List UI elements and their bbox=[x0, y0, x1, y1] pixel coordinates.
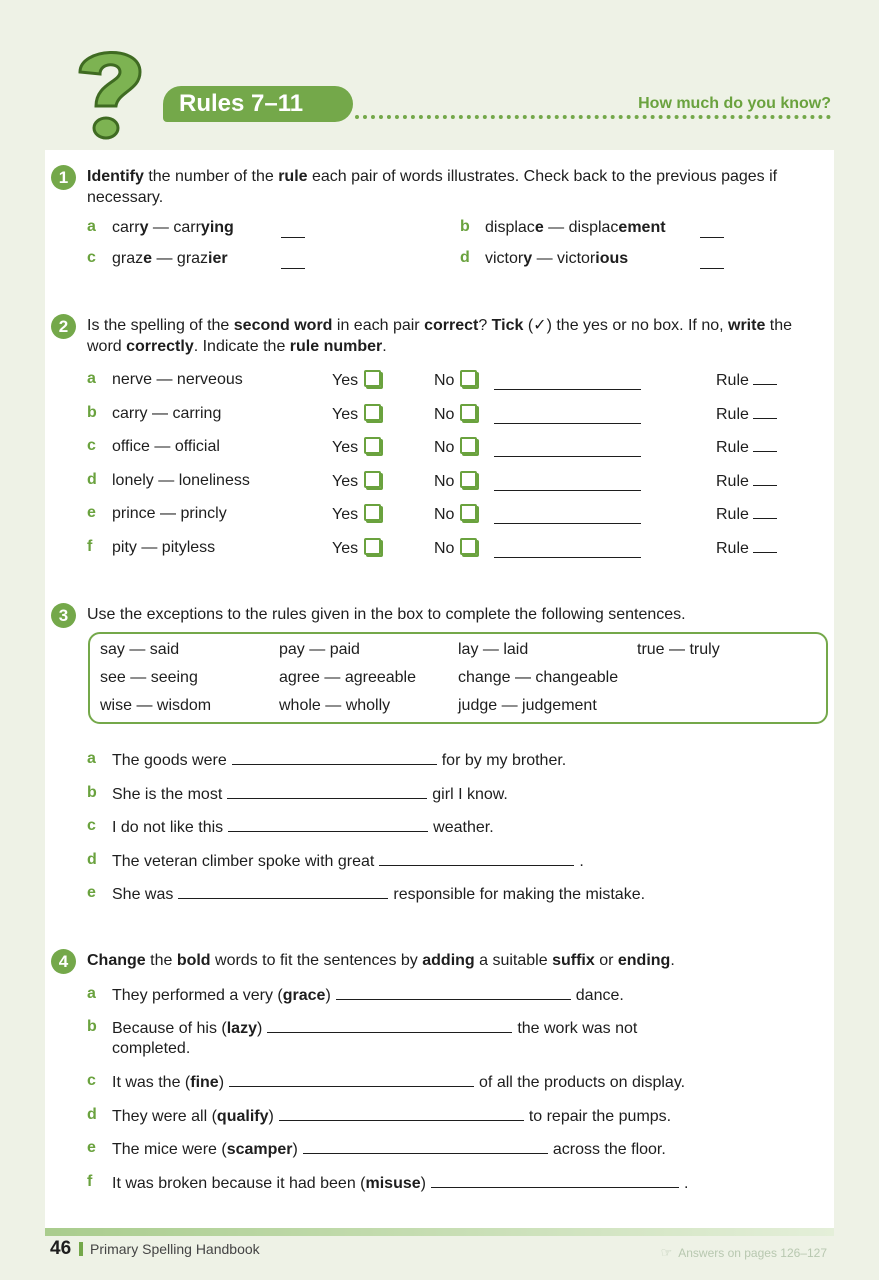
yes-checkbox[interactable] bbox=[364, 404, 381, 421]
pointing-hand-icon: ☞ bbox=[660, 1245, 673, 1260]
yes-label: Yes bbox=[332, 372, 359, 389]
no-option[interactable] bbox=[434, 437, 477, 458]
exception-pair: judge — judgement bbox=[458, 697, 597, 714]
instruction-text: ying bbox=[200, 219, 234, 236]
word-pair: lonely — loneliness bbox=[112, 471, 250, 489]
sentence-text: the work was not bbox=[517, 1020, 638, 1037]
yes-label: Yes bbox=[332, 506, 359, 523]
question-number: 1 bbox=[51, 165, 76, 190]
item-letter: d bbox=[460, 249, 470, 266]
question-mark-icon bbox=[70, 40, 150, 144]
answers-note bbox=[661, 1245, 827, 1261]
instruction-text: in each pair bbox=[332, 317, 425, 334]
no-checkbox[interactable] bbox=[460, 370, 477, 387]
sentence-text: across the floor. bbox=[552, 1141, 666, 1158]
item-letter: d bbox=[87, 1106, 97, 1123]
yes-option[interactable] bbox=[332, 504, 381, 525]
bold-word: grace bbox=[282, 987, 326, 1004]
correction-blank[interactable] bbox=[494, 543, 641, 558]
item-letter: e bbox=[87, 884, 96, 901]
instruction-text: — victor bbox=[532, 250, 596, 267]
answer-blank[interactable] bbox=[431, 1173, 679, 1188]
yes-label: Yes bbox=[332, 405, 359, 423]
sentence-text: The goods were bbox=[112, 752, 227, 769]
sentence-text: dance. bbox=[575, 987, 624, 1004]
instruction-text: ier bbox=[208, 250, 228, 267]
instruction-text: the bbox=[145, 952, 177, 969]
instruction-text: Tick bbox=[491, 317, 524, 334]
page-number: 46 bbox=[50, 1238, 72, 1259]
yes-option[interactable] bbox=[332, 370, 381, 391]
correction-blank[interactable] bbox=[494, 476, 641, 491]
instruction-text: (✓) the yes or no box. If no, bbox=[523, 317, 728, 334]
rule-field bbox=[716, 370, 777, 391]
rule-blank[interactable] bbox=[753, 404, 777, 419]
q3-instruction: Use the exceptions to the rules given in the box to complete the following sentences. bbox=[87, 606, 686, 623]
q4-instruction bbox=[87, 950, 827, 971]
no-label: No bbox=[434, 439, 455, 456]
item-letter: b bbox=[87, 403, 97, 421]
item-letter: a bbox=[87, 370, 96, 387]
q2-instruction bbox=[87, 315, 827, 357]
sentence-text: responsible for making the mistake. bbox=[393, 886, 646, 903]
no-option[interactable] bbox=[434, 471, 477, 492]
answer-blank[interactable] bbox=[379, 851, 574, 866]
no-option[interactable] bbox=[434, 370, 477, 391]
rule-field bbox=[716, 538, 777, 559]
exception-pair: see — seeing bbox=[100, 669, 198, 686]
word-pair bbox=[485, 249, 628, 269]
suffix-sentence bbox=[112, 985, 624, 1006]
item-letter: e bbox=[87, 1139, 96, 1156]
question-number: 4 bbox=[51, 949, 76, 974]
bold-word: lazy bbox=[226, 1020, 257, 1037]
rule-blank[interactable] bbox=[753, 504, 777, 519]
rule-label: Rule bbox=[716, 506, 749, 523]
instruction-text: e bbox=[534, 219, 544, 236]
instruction-text: e bbox=[143, 250, 153, 267]
sentence-text: The mice were ( bbox=[112, 1141, 227, 1158]
instruction-text: graz bbox=[112, 250, 144, 267]
no-option[interactable] bbox=[434, 404, 477, 425]
sentence-text: ) bbox=[420, 1175, 426, 1192]
yes-label: Yes bbox=[332, 539, 359, 557]
item-letter: a bbox=[87, 218, 96, 235]
answers-note-text: Answers on pages 126–127 bbox=[678, 1246, 827, 1260]
sentence-text: . bbox=[683, 1175, 689, 1192]
suffix-sentence bbox=[112, 1173, 688, 1194]
exception-pair: whole — wholly bbox=[279, 697, 391, 714]
yes-label: Yes bbox=[332, 472, 359, 490]
suffix-sentence bbox=[112, 1072, 685, 1093]
instruction-text: bold bbox=[176, 952, 211, 969]
answer-blank[interactable] bbox=[281, 223, 305, 238]
item-letter: f bbox=[87, 1173, 93, 1190]
no-checkbox[interactable] bbox=[460, 504, 477, 521]
yes-checkbox[interactable] bbox=[364, 538, 381, 555]
instruction-text: rule number bbox=[289, 338, 383, 355]
instruction-text: ement bbox=[618, 219, 666, 236]
answer-blank[interactable] bbox=[279, 1106, 524, 1121]
no-checkbox[interactable] bbox=[460, 538, 477, 555]
no-label: No bbox=[434, 539, 455, 557]
sentence-text: ) bbox=[256, 1020, 263, 1037]
rule-blank[interactable] bbox=[753, 370, 777, 385]
exception-pair: pay — paid bbox=[279, 641, 360, 658]
fill-in-sentence bbox=[112, 750, 566, 771]
rule-label: Rule bbox=[716, 405, 749, 423]
instruction-text: y bbox=[523, 250, 533, 267]
answer-blank[interactable] bbox=[700, 254, 724, 269]
item-letter: c bbox=[87, 437, 96, 454]
instruction-text: correctly bbox=[126, 338, 194, 355]
question-number: 3 bbox=[51, 603, 76, 628]
sentence-text: The veteran climber spoke with great bbox=[112, 852, 375, 870]
yes-checkbox[interactable] bbox=[364, 471, 381, 488]
exception-pair: change — changeable bbox=[458, 669, 619, 686]
sentence-text: ) bbox=[325, 987, 331, 1004]
no-option[interactable] bbox=[434, 504, 477, 525]
fill-in-sentence bbox=[112, 851, 584, 872]
instruction-text: . Indicate the bbox=[193, 338, 290, 355]
sentence-text: It was the ( bbox=[112, 1074, 191, 1091]
item-letter: c bbox=[87, 249, 96, 266]
instruction-text: the word bbox=[87, 317, 793, 355]
item-letter: c bbox=[87, 817, 96, 834]
item-letter: b bbox=[87, 1018, 97, 1035]
page-subtitle: How much do you know? bbox=[638, 95, 831, 112]
instruction-text: . bbox=[670, 952, 675, 969]
page-title: Rules 7–11 bbox=[163, 86, 353, 122]
sentence-text: ) bbox=[268, 1108, 274, 1125]
instruction-text: Identify bbox=[87, 168, 144, 185]
suffix-sentence bbox=[112, 1139, 666, 1160]
sentence-text: ) bbox=[292, 1141, 298, 1158]
yes-checkbox[interactable] bbox=[364, 437, 381, 454]
suffix-sentence bbox=[112, 1106, 671, 1127]
correction-blank[interactable] bbox=[494, 509, 641, 524]
footer-bar bbox=[45, 1228, 834, 1236]
bold-word: misuse bbox=[365, 1175, 421, 1192]
sentence-text: She is the most bbox=[112, 785, 223, 803]
answer-blank[interactable] bbox=[303, 1139, 548, 1154]
yes-option[interactable] bbox=[332, 404, 381, 425]
item-letter: d bbox=[87, 470, 97, 488]
item-letter: e bbox=[87, 504, 96, 521]
answer-blank[interactable] bbox=[229, 1072, 474, 1087]
instruction-text: correct bbox=[424, 317, 479, 334]
sentence-text: ) bbox=[218, 1074, 225, 1091]
no-label: No bbox=[434, 506, 455, 523]
instruction-text: each pair of words illustrates. Check back to the previous pages if necessary. bbox=[87, 168, 778, 206]
word-pair: prince — princly bbox=[112, 505, 227, 522]
item-letter: d bbox=[87, 850, 97, 868]
sentence-text: for by my brother. bbox=[441, 752, 567, 769]
question-number: 2 bbox=[51, 314, 76, 339]
item-letter: c bbox=[87, 1072, 96, 1089]
word-pair: nerve — nerveous bbox=[112, 371, 243, 388]
item-letter: f bbox=[87, 537, 93, 555]
sentence-text: girl I know. bbox=[432, 785, 508, 803]
item-letter: a bbox=[87, 985, 96, 1002]
no-option[interactable] bbox=[434, 538, 477, 559]
no-checkbox[interactable] bbox=[460, 437, 477, 454]
exception-pair: lay — laid bbox=[458, 641, 529, 658]
rule-field bbox=[716, 471, 777, 492]
fill-in-sentence bbox=[112, 784, 508, 805]
no-label: No bbox=[434, 405, 455, 423]
sentence-text: It was broken because it had been ( bbox=[112, 1175, 366, 1192]
answer-blank[interactable] bbox=[228, 817, 428, 832]
answer-blank[interactable] bbox=[178, 884, 388, 899]
answer-blank[interactable] bbox=[281, 254, 305, 269]
yes-option[interactable] bbox=[332, 471, 381, 492]
instruction-text: victor bbox=[485, 250, 524, 267]
item-letter: b bbox=[87, 783, 97, 801]
instruction-text: or bbox=[594, 952, 618, 969]
word-pair: office — official bbox=[112, 438, 220, 455]
sentence-text: . bbox=[579, 852, 584, 870]
correction-blank[interactable] bbox=[494, 409, 641, 424]
bold-word: scamper bbox=[226, 1141, 293, 1158]
bold-word: fine bbox=[190, 1074, 219, 1091]
word-pair bbox=[485, 218, 666, 238]
yes-option[interactable] bbox=[332, 538, 381, 559]
fill-in-sentence bbox=[112, 884, 645, 905]
sentence-continuation: completed. bbox=[112, 1040, 191, 1057]
no-label: No bbox=[434, 472, 455, 490]
instruction-text: Change bbox=[87, 952, 146, 969]
yes-option[interactable] bbox=[332, 437, 381, 458]
yes-label: Yes bbox=[332, 439, 359, 456]
answer-blank[interactable] bbox=[336, 985, 571, 1000]
rule-field bbox=[716, 404, 777, 425]
rule-blank[interactable] bbox=[753, 538, 777, 553]
instruction-text: a suitable bbox=[474, 952, 553, 969]
sentence-text: They were all ( bbox=[112, 1108, 217, 1125]
sentence-text: They performed a very ( bbox=[112, 987, 283, 1004]
rule-blank[interactable] bbox=[753, 437, 777, 452]
rule-field bbox=[716, 504, 777, 525]
correction-blank[interactable] bbox=[494, 375, 641, 390]
sentence-text: to repair the pumps. bbox=[528, 1108, 672, 1125]
item-letter: b bbox=[460, 218, 470, 235]
rule-label: Rule bbox=[716, 372, 749, 389]
instruction-text: carr bbox=[112, 219, 140, 236]
bold-word: qualify bbox=[216, 1108, 269, 1125]
word-pair bbox=[112, 218, 234, 238]
instruction-text: the number of the bbox=[143, 168, 279, 185]
instruction-text: write bbox=[728, 317, 766, 334]
answer-blank[interactable] bbox=[267, 1018, 512, 1033]
instruction-text: rule bbox=[278, 168, 308, 185]
book-title: Primary Spelling Handbook bbox=[90, 1241, 260, 1257]
q1-instruction bbox=[87, 166, 827, 208]
exception-pair: say — said bbox=[100, 641, 180, 658]
rule-blank[interactable] bbox=[753, 471, 777, 486]
rule-label: Rule bbox=[716, 472, 749, 490]
no-label: No bbox=[434, 372, 455, 389]
instruction-text: Is the spelling of the bbox=[87, 317, 234, 334]
instruction-text: — carr bbox=[148, 219, 201, 236]
answer-blank[interactable] bbox=[232, 750, 437, 765]
instruction-text: — displac bbox=[543, 219, 619, 236]
answer-blank[interactable] bbox=[700, 223, 724, 238]
exception-pair: true — truly bbox=[637, 641, 720, 658]
item-letter: a bbox=[87, 750, 96, 767]
sentence-text: weather. bbox=[433, 819, 494, 836]
yes-checkbox[interactable] bbox=[364, 370, 381, 387]
sentence-text: She was bbox=[112, 886, 174, 903]
instruction-text: adding bbox=[422, 952, 475, 969]
instruction-text: — graz bbox=[152, 250, 209, 267]
correction-blank[interactable] bbox=[494, 442, 641, 457]
exception-pair: wise — wisdom bbox=[100, 697, 212, 714]
no-checkbox[interactable] bbox=[460, 471, 477, 488]
fill-in-sentence bbox=[112, 817, 494, 838]
instruction-text: displac bbox=[485, 219, 535, 236]
word-pair bbox=[112, 249, 228, 269]
sentence-text: Because of his ( bbox=[112, 1020, 227, 1037]
instruction-text: ? bbox=[478, 317, 492, 334]
rule-field bbox=[716, 437, 777, 458]
instruction-text: . bbox=[382, 338, 387, 355]
instruction-text: words to fit the sentences by bbox=[210, 952, 423, 969]
no-checkbox[interactable] bbox=[460, 404, 477, 421]
yes-checkbox[interactable] bbox=[364, 504, 381, 521]
suffix-sentence bbox=[112, 1018, 637, 1039]
rule-label: Rule bbox=[716, 539, 749, 557]
word-pair: carry — carring bbox=[112, 404, 222, 422]
instruction-text: ious bbox=[595, 250, 629, 267]
instruction-text: ending bbox=[617, 952, 671, 969]
word-pair: pity — pityless bbox=[112, 538, 216, 556]
instruction-text: y bbox=[139, 219, 149, 236]
instruction-text: suffix bbox=[552, 952, 595, 969]
dotted-divider bbox=[355, 115, 831, 119]
footer-separator bbox=[79, 1242, 83, 1256]
exception-pair: agree — agreeable bbox=[279, 669, 416, 686]
sentence-text: I do not like this bbox=[112, 819, 224, 836]
sentence-text: of all the products on display. bbox=[479, 1074, 686, 1091]
instruction-text: second word bbox=[233, 317, 333, 334]
answer-blank[interactable] bbox=[227, 784, 427, 799]
rule-label: Rule bbox=[716, 439, 749, 456]
